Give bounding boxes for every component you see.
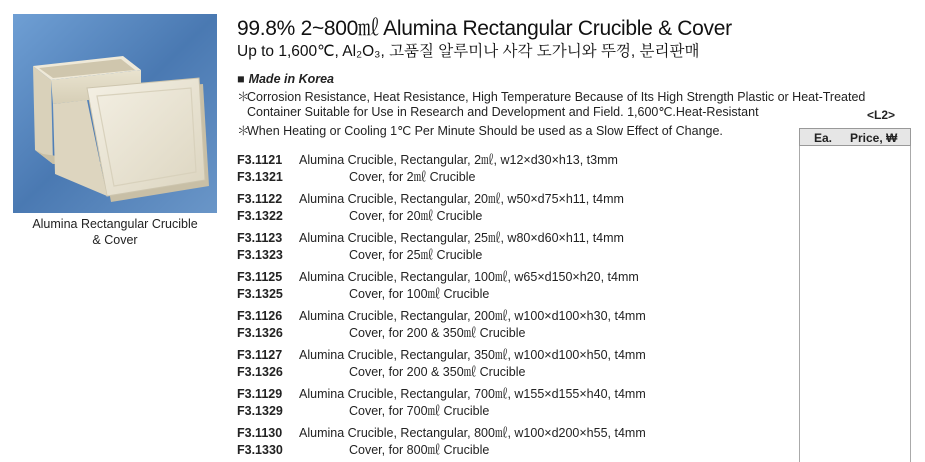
feature-1 <box>237 90 877 120</box>
item-code: F3.1123 <box>237 231 283 245</box>
caption-line-1: Alumina Rectangular Crucible <box>32 217 198 231</box>
photo-caption <box>13 216 217 248</box>
feature-1-line-1: Corrosion Resistance, Heat Resistance, High Temperature Because of Its High Strength Plastic or Heat-Treated <box>247 90 866 104</box>
cover-description: Cover, for 20㎖ Crucible <box>349 209 483 223</box>
cover-description: Cover, for 25㎖ Crucible <box>349 248 483 262</box>
cover-code: F3.1326 <box>237 365 283 379</box>
asterisk-bullet-icon: ＊ <box>237 124 250 138</box>
feature-2 <box>237 124 877 139</box>
price-column <box>799 146 911 462</box>
item-code: F3.1130 <box>237 426 283 440</box>
cover-description: Cover, for 800㎖ Crucible <box>349 443 490 457</box>
item-code: F3.1121 <box>237 153 283 167</box>
crucible-illustration <box>13 14 217 213</box>
cover-code: F3.1329 <box>237 404 283 418</box>
item-code: F3.1125 <box>237 270 283 284</box>
item-description: Alumina Crucible, Rectangular, 20㎖, w50×d75×h11, t4mm <box>299 192 624 206</box>
price-table-header <box>799 128 911 146</box>
feature-2-line-1: When Heating or Cooling 1℃ Per Minute Should be used as a Slow Effect of Change. <box>247 124 723 138</box>
cover-code: F3.1322 <box>237 209 283 223</box>
made-in-label <box>237 72 334 86</box>
cover-code: F3.1321 <box>237 170 283 184</box>
item-description: Alumina Crucible, Rectangular, 200㎖, w100×d100×h30, t4mm <box>299 309 646 323</box>
item-code: F3.1126 <box>237 309 283 323</box>
item-code: F3.1129 <box>237 387 283 401</box>
item-description: Alumina Crucible, Rectangular, 100㎖, w65×d150×h20, t4mm <box>299 270 639 284</box>
cover-description: Cover, for 100㎖ Crucible <box>349 287 490 301</box>
item-description: Alumina Crucible, Rectangular, 2㎖, w12×d30×h13, t3mm <box>299 153 618 167</box>
cover-description: Cover, for 200 & 350㎖ Crucible <box>349 326 526 340</box>
cover-code: F3.1330 <box>237 443 283 457</box>
square-bullet-icon: ■ <box>237 72 245 86</box>
made-in-text: Made in Korea <box>248 72 334 86</box>
cover-code: F3.1325 <box>237 287 283 301</box>
ea-column-header: Ea. <box>814 131 833 145</box>
page-title: 99.8% 2~800㎖ Alumina Rectangular Crucible & Cover <box>237 17 732 40</box>
asterisk-bullet-icon: ＊ <box>237 90 250 104</box>
cover-description: Cover, for 700㎖ Crucible <box>349 404 490 418</box>
price-column-header: Price, ₩ <box>850 131 898 145</box>
product-photo <box>13 14 217 213</box>
item-code: F3.1122 <box>237 192 283 206</box>
cover-description: Cover, for 200 & 350㎖ Crucible <box>349 365 526 379</box>
category-tag: <L2> <box>867 108 896 122</box>
page-subtitle: Up to 1,600℃, Al₂O₃, 고품질 알루미나 사각 도가니와 뚜껑, 분리판매 <box>237 43 700 60</box>
caption-line-2: & Cover <box>92 233 138 247</box>
item-description: Alumina Crucible, Rectangular, 25㎖, w80×d60×h11, t4mm <box>299 231 624 245</box>
item-code: F3.1127 <box>237 348 283 362</box>
item-description: Alumina Crucible, Rectangular, 350㎖, w100×d100×h50, t4mm <box>299 348 646 362</box>
cover-code: F3.1326 <box>237 326 283 340</box>
cover-code: F3.1323 <box>237 248 283 262</box>
feature-1-line-2: Container Suitable for Use in Research and Development and Field. 1,600℃.Heat-Resistant <box>247 105 759 119</box>
cover-description: Cover, for 2㎖ Crucible <box>349 170 476 184</box>
item-description: Alumina Crucible, Rectangular, 800㎖, w100×d200×h55, t4mm <box>299 426 646 440</box>
item-description: Alumina Crucible, Rectangular, 700㎖, w155×d155×h40, t4mm <box>299 387 646 401</box>
